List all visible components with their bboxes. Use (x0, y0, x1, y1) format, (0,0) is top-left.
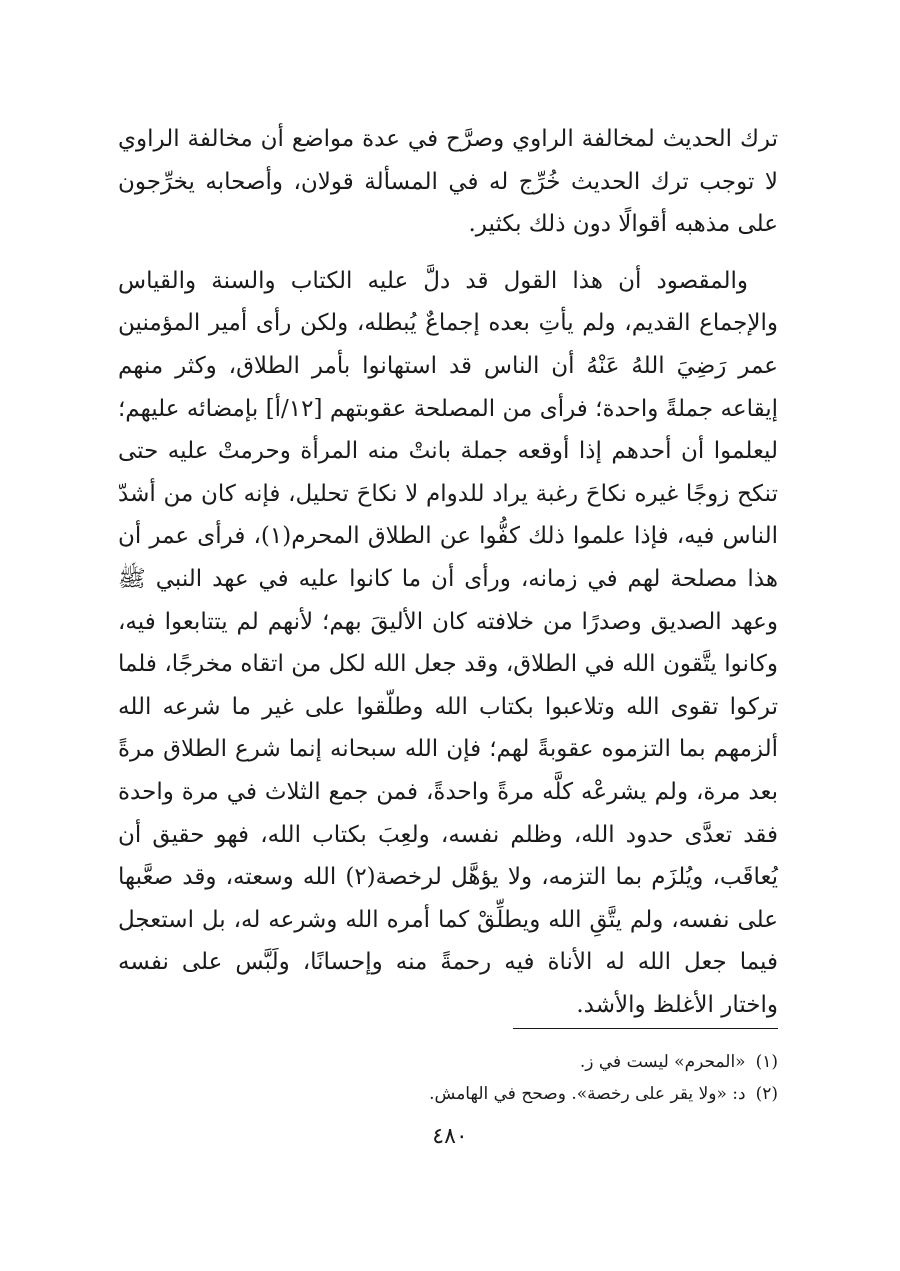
footnote-2-text: د: «ولا يقر على رخصة». وصحح في الهامش. (429, 1084, 746, 1104)
main-text (118, 118, 778, 1026)
footnotes (118, 1046, 778, 1110)
paragraph-continuation: ترك الحديث لمخالفة الراوي وصرَّح في عدة مواضع أن مخالفة الراوي لا توجب ترك الحديث خُرِّج له في المسألة قولان، وأصحابه يخرِّجون على مذهبه أقوالًا دون ذلك بكثير. (118, 126, 778, 238)
footnote-1-text: «المحرم» ليست في ز. (579, 1052, 746, 1072)
page-number: ٤٨٠ (432, 1124, 468, 1149)
paragraph-main: والمقصود أن هذا القول قد دلَّ عليه الكتاب والسنة والقياس والإجماع القديم، ولم يأتِ بعده إجماعٌ يُبطله، ولكن رأى أمير المؤمنين عمر رَضِيَ اللهُ عَنْهُ أن الناس قد استهانوا بأمر الطلاق، وكثر منهم إيقاعه جملةً واحدة؛ فرأى من المصلحة عقوبتهم [١٢/أ] بإمضائه عليهم؛ ليعلموا أن أحدهم إذا أوقعه جملة بانتْ منه المرأة وحرمتْ عليه حتى تنكح زوجًا غيره نكاحَ رغبة يراد للدوام لا نكاحَ تحليل، فإنه كان من أشدّ الناس فيه، فإذا علموا ذلك كفُّوا عن الطلاق المحرم(١)، فرأى عمر أن هذا مصلحة لهم في زمانه، ورأى أن ما كانوا عليه في عهد النبي ﷺ وعهد الصديق وصدرًا من خلافته كان الأليقَ بهم؛ لأنهم لم يتتابعوا فيه، وكانوا يتَّقون الله في الطلاق، وقد جعل الله لكل من اتقاه مخرجًا، فلما تركوا تقوى الله وتلاعبوا بكتاب الله وطلّقوا على غير ما شرعه الله ألزمهم بما التزموه عقوبةً لهم؛ فإن الله سبحانه إنما شرع الطلاق مرةً بعد مرة، ولم يشرعْه كلَّه مرةً واحدةً، فمن جمع الثلاث في مرة واحدة فقد تعدَّى حدود الله، وظلم نفسه، ولعِبَ بكتاب الله، فهو حقيق أن يُعاقَب، ويُلزَم بما التزمه، ولا يؤهَّل لرخصة(٢) الله وسعته، وقد صعَّبها على نفسه، ولم يتَّقِ الله ويطلِّقْ كما أمره الله وشرعه له، بل استعجل فيما جعل الله له الأناة فيه رحمةً منه وإحسانًا، ولَبَّس على نفسه واختار الأغلظ والأشد. (118, 267, 779, 1018)
footnote-1 (118, 1046, 778, 1078)
footnote-separator (513, 1028, 778, 1029)
footnote-1-number: (١) (755, 1052, 778, 1072)
footnote-2-number: (٢) (755, 1084, 778, 1104)
footnote-2 (118, 1078, 778, 1110)
